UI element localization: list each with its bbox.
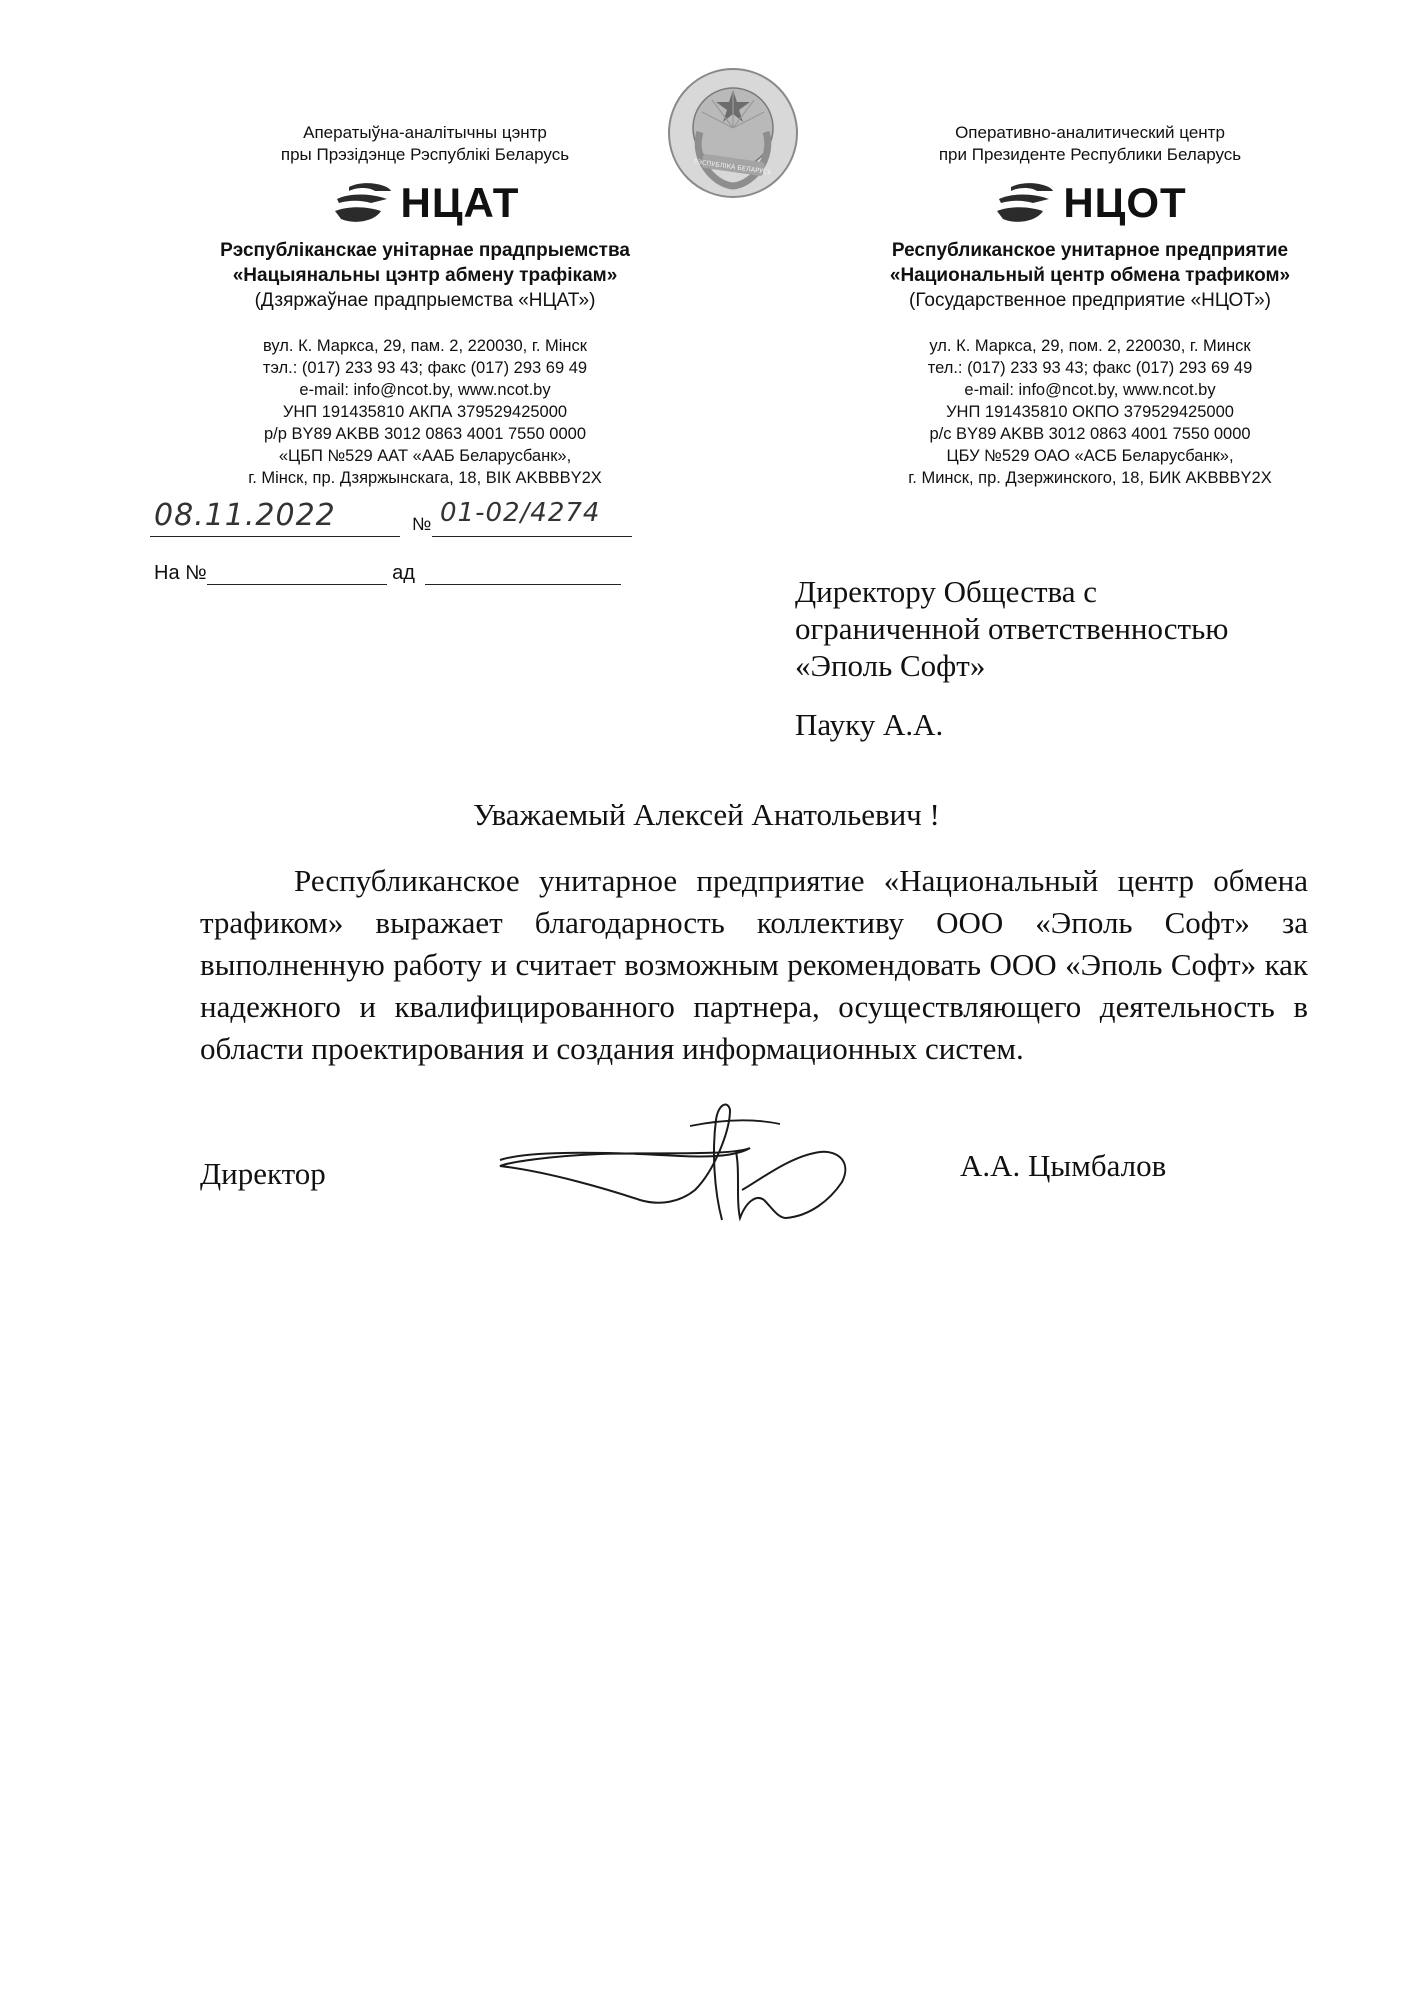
signatory-name: А.А. Цымбалов xyxy=(960,1148,1167,1183)
right-address-line: ул. К. Маркса, 29, пом. 2, 220030, г. Минск xyxy=(929,337,1251,355)
left-address-line: р/р BY89 AKBB 3012 0863 4001 7550 0000 xyxy=(263,425,587,443)
right-address-line: тел.: (017) 233 93 43; факс (017) 293 69 49 xyxy=(927,359,1253,377)
date-underline xyxy=(150,536,400,537)
right-org-line2: «Национальный центр обмена трафиком» xyxy=(889,265,1291,286)
ncat-logo xyxy=(125,178,725,228)
left-address-line: «ЦБП №529 ААТ «ААБ Беларусбанк», xyxy=(278,447,572,465)
addressee-line3: «Эполь Софт» xyxy=(795,648,986,683)
emblem-ribbon-text: РЭСПУБЛІКА БЕЛАРУСЬ xyxy=(693,157,773,177)
ncot-logo-text: НЦОТ xyxy=(1063,179,1187,226)
registration-no-label: № xyxy=(412,514,432,534)
right-address-line: ЦБУ №529 ОАО «АСБ Беларусбанк», xyxy=(946,447,1234,465)
registration-date: 08.11.2022 xyxy=(154,498,336,533)
letterhead-left xyxy=(125,122,725,489)
addressee xyxy=(795,573,1228,743)
signature-icon xyxy=(490,1090,890,1250)
left-org-line1: Рэспубліканскае унітарнае прадпрыемства xyxy=(220,240,630,261)
right-address-line: e-mail: info@ncot.by, www.ncot.by xyxy=(964,381,1216,399)
right-org-line3: (Государственное предприятие «НЦОТ») xyxy=(909,290,1271,311)
left-address-line: тэл.: (017) 233 93 43; факс (017) 293 69 49 xyxy=(262,359,588,377)
registration-line xyxy=(150,498,670,542)
addressee-name: Пауку А.А. xyxy=(795,707,944,742)
left-address-line: вул. К. Маркса, 29, пам. 2, 220030, г. Мінск xyxy=(262,337,588,355)
ncot-logo-icon xyxy=(993,181,1055,225)
reference-from-label: ад xyxy=(392,562,415,584)
left-org-line2: «Нацыянальны цэнтр абмену трафікам» xyxy=(232,265,618,286)
left-org-line3: (Дзяржаўнае прадпрыемства «НЦАТ») xyxy=(254,290,596,311)
right-address-line: р/с BY89 AKBB 3012 0863 4001 7550 0000 xyxy=(929,425,1251,443)
letterhead-right xyxy=(790,122,1390,489)
right-address xyxy=(790,335,1390,489)
left-address-line: УНП 191435810 АКПА 379529425000 xyxy=(282,403,568,421)
emblem-icon xyxy=(662,62,804,204)
letter-body: Республиканское унитарное предприятие «Национальный центр обмена трафиком» выражает благодарность коллективу ООО «Эполь Софт» за выполненную работу и считает возможным рекомендовать ООО «Эполь Софт» как надежного и квалифицированного партнера, осуществляющего деятельность в области проектирования и создания информационных систем. xyxy=(200,863,1308,1066)
ncot-logo xyxy=(790,178,1390,228)
ncat-logo-icon xyxy=(331,181,393,225)
left-address-line: e-mail: info@ncot.by, www.ncot.by xyxy=(299,381,551,399)
reference-line xyxy=(154,562,621,585)
addressee-line2: ограниченной ответственностью xyxy=(795,611,1229,646)
left-address xyxy=(125,335,725,489)
right-address-line: г. Минск, пр. Дзержинского, 18, БИК AKBBBY2X xyxy=(908,469,1272,487)
ncat-logo-text: НЦАТ xyxy=(400,179,520,226)
right-header-line2: при Президенте Республики Беларусь xyxy=(938,145,1242,164)
left-header-line1: Аператыўна-аналітычны цэнтр xyxy=(303,123,547,142)
reference-no-blank xyxy=(207,566,387,585)
addressee-line1: Директору Общества с xyxy=(795,574,1097,609)
right-address-line: УНП 191435810 ОКПО 379529425000 xyxy=(946,403,1234,421)
reference-date-blank xyxy=(425,566,621,585)
left-header-line2: пры Прэзідэнце Рэспублікі Беларусь xyxy=(280,145,570,164)
registration-number: 01-02/4274 xyxy=(440,498,601,528)
reference-no-label: На № xyxy=(154,562,207,584)
right-org-line1: Республиканское унитарное предприятие xyxy=(891,240,1289,261)
number-underline xyxy=(432,536,632,537)
signatory-position: Директор xyxy=(200,1156,326,1191)
left-address-line: г. Мінск, пр. Дзяржынскага, 18, ВІК AKBBBY2X xyxy=(248,469,602,487)
right-header-line1: Оперативно-аналитический центр xyxy=(955,123,1225,142)
greeting: Уважаемый Алексей Анатольевич ! xyxy=(473,797,940,832)
